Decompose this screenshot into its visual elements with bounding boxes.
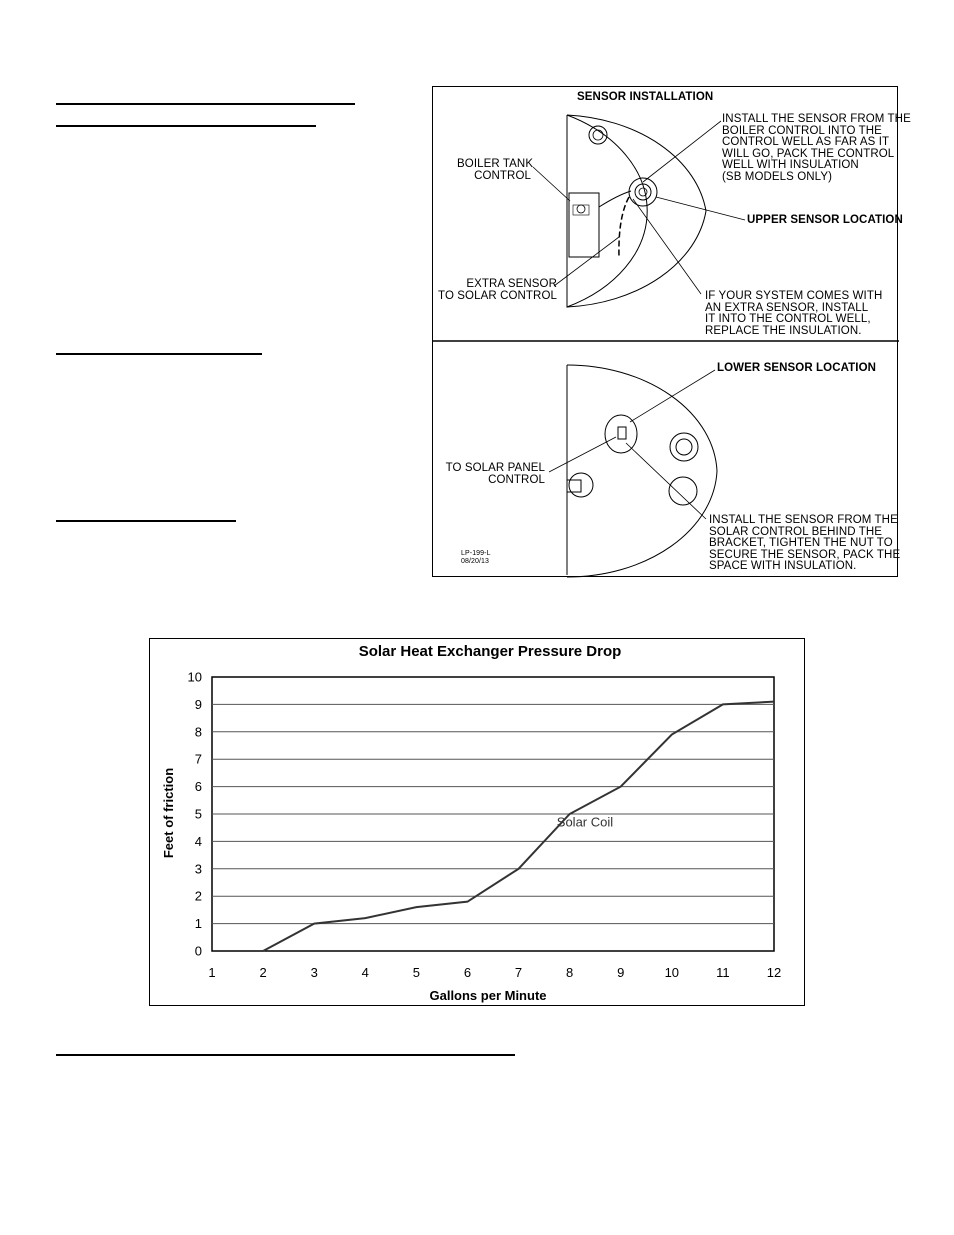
x-tick-label: 7 — [514, 965, 523, 980]
heading-rule-2 — [56, 125, 316, 127]
chart-svg — [150, 639, 806, 1007]
sensor-installation-figure — [432, 86, 911, 577]
label-to-solar-panel-control: TO SOLAR PANEL CONTROL — [445, 462, 545, 486]
label-boiler-tank-control: BOILER TANK CONTROL — [457, 158, 534, 182]
label-lower-sensor-location: LOWER SENSOR LOCATION — [717, 362, 877, 374]
heading-rule-3 — [56, 353, 262, 355]
label-install-sensor-boiler: INSTALL THE SENSOR FROM THE BOILER CONTROL INTO THE CONTROL WELL AS FAR AS IT WILL GO, PACK THE CONTROL WELL WITH INSULATION (SB MODELS ONLY) — [722, 113, 911, 183]
y-tick-label: 3 — [194, 861, 202, 877]
label-extra-sensor-note: IF YOUR SYSTEM COMES WITH AN EXTRA SENSOR, INSTALL IT INTO THE CONTROL WELL, REPLACE THE INSULATION. — [705, 290, 883, 337]
lower-fitting-2 — [669, 477, 697, 505]
x-tick-label: 1 — [208, 965, 216, 980]
extra-sensor-wire — [619, 197, 629, 257]
x-tick-label: 10 — [664, 965, 680, 980]
boiler-tank-control-box — [569, 193, 599, 257]
x-tick-label: 5 — [412, 965, 420, 980]
x-tick-label: 6 — [463, 965, 472, 980]
x-tick-label: 12 — [766, 965, 782, 980]
label-install-sensor-solar: INSTALL THE SENSOR FROM THE SOLAR CONTROL BEHIND THE BRACKET, TIGHTEN THE NUT TO SECURE THE SENSOR, PACK THE SPACE WITH INSULATION. — [709, 514, 901, 572]
y-tick-label: 7 — [194, 751, 202, 767]
lower-tank-curve — [567, 365, 717, 577]
x-tick-label: 9 — [617, 965, 625, 980]
x-axis-label: Gallons per Minute — [429, 988, 547, 1003]
sensor-wire — [599, 191, 631, 207]
label-extra-sensor: EXTRA SENSOR TO SOLAR CONTROL — [438, 278, 557, 302]
y-tick-label: 8 — [194, 724, 202, 740]
x-tick-label: 8 — [566, 965, 574, 980]
pressure-drop-chart — [149, 638, 805, 1006]
y-tick-label: 2 — [194, 888, 202, 904]
y-tick-label: 4 — [194, 833, 202, 849]
x-tick-label: 3 — [310, 965, 318, 980]
y-tick-label: 1 — [194, 916, 202, 932]
chart-title: Solar Heat Exchanger Pressure Drop — [358, 643, 622, 660]
figure-title: SENSOR INSTALLATION — [577, 91, 714, 103]
y-tick-label: 0 — [194, 943, 202, 959]
lower-fitting-1 — [670, 433, 698, 461]
y-tick-label: 6 — [194, 779, 202, 795]
x-tick-label: 4 — [361, 965, 369, 980]
heading-rule-1 — [56, 103, 355, 105]
y-tick-label: 9 — [194, 696, 202, 712]
x-tick-label: 2 — [259, 965, 267, 980]
y-tick-label: 5 — [194, 806, 202, 822]
label-upper-sensor-location: UPPER SENSOR LOCATION — [747, 214, 903, 226]
chart-grid — [212, 677, 774, 951]
heading-rule-4 — [56, 520, 236, 522]
y-tick-label: 10 — [187, 669, 202, 685]
heading-rule-5 — [56, 1054, 515, 1056]
y-axis-label: Feet of friction — [161, 767, 176, 859]
series-label: Solar Coil — [556, 814, 614, 830]
x-tick-label: 11 — [716, 965, 730, 980]
label-part-number: LP-199-L 08/20/13 — [461, 550, 491, 565]
upper-sensor-well — [629, 178, 657, 206]
